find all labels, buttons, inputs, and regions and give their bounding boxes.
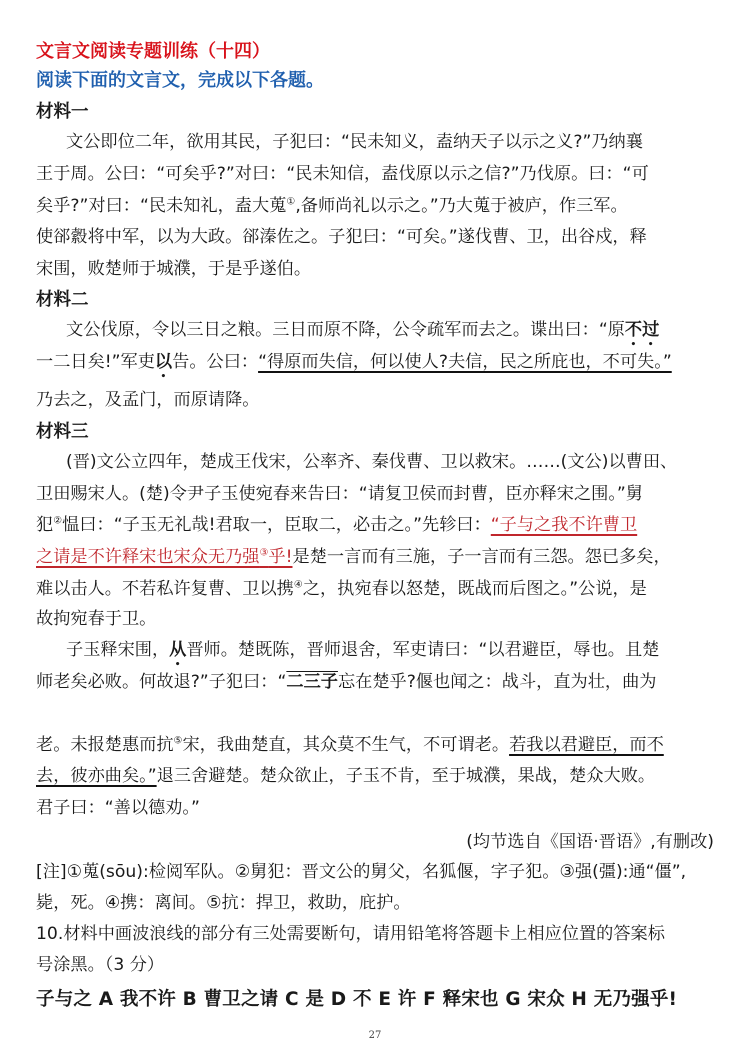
notes-line: 毙，死。④携：离间。⑤抗：捍卫，救助，庇护。 (36, 893, 411, 913)
material-3-line (36, 668, 716, 696)
text-segment: 一二日矣!”军吏 (36, 352, 155, 372)
text-segment: 之请是不许释宋也宋众无乃强 (36, 547, 260, 567)
material-2-line: 乃去之，及孟门，而原请降。 (36, 390, 260, 410)
footnote-marker: ② (53, 515, 63, 527)
page-number: 27 (368, 1030, 382, 1041)
dotted-word: 不过 (624, 320, 660, 340)
material-1-heading: 材料一 (36, 102, 89, 122)
underlined-sentence: 去，彼亦曲矣。” (36, 766, 157, 786)
overlined-word: 二三子 (286, 672, 338, 692)
material-1-line (36, 192, 716, 220)
dotted-word: 从 (169, 640, 187, 660)
text-segment: 晋师。楚既陈，晋师退舍，军吏请曰：“以君避臣，辱也。且楚 (186, 640, 660, 660)
material-3-line (36, 511, 716, 539)
text-segment: 难以击人。不若私许复曹、卫以携 (36, 579, 294, 599)
material-3-line (66, 636, 716, 670)
wavy-underlined-text (36, 547, 293, 567)
question-text: 10.材料中画波浪线的部分有三处需要断句，请用铅笔将答题卡上相应位置的答案标 (36, 924, 665, 944)
footnote-marker: ⑤ (173, 735, 183, 747)
material-1-line: 王于周。公曰：“可矣乎?”对曰：“民未知信，盍伐原以示之信?”乃伐原。曰：“可 (36, 164, 649, 184)
material-3-heading: 材料三 (36, 422, 89, 442)
text-segment: 矣乎?”对曰：“民未知礼，盍大蒐 (36, 196, 287, 216)
text-segment: 宋，我曲楚直，其众莫不生气，不可谓老。 (182, 735, 510, 755)
material-1-line: 使郤縠将中军，以为大政。郤溱佐之。子犯曰：“可矣。”遂伐曹、卫，出谷戍，释 (36, 227, 647, 247)
material-1-line: 文公即位二年，欲用其民，子犯曰：“民未知义，盍纳天子以示之义?”乃纳襄 (66, 132, 643, 152)
question-text: 号涂黑。（3 分） (36, 955, 165, 975)
text-segment: 忘在楚乎?偃也闻之：战斗，直为壮，曲为 (337, 672, 657, 692)
notes-line: [注]①蒐(sōu):检阅军队。②舅犯：晋文公的舅父，名狐偃，字子犯。③强(彊):通“僵”, (36, 862, 687, 882)
footnote-marker: ③ (259, 547, 269, 559)
material-3-line: (晋)文公立四年，楚成王伐宋，公率齐、秦伐曹、卫以救宋。……(文公)以曹田、 (66, 452, 678, 472)
material-1-line: 宋围，败楚师于城濮，于是乎遂伯。 (36, 259, 312, 279)
text-segment: 告。公曰： (172, 352, 259, 372)
material-2-line (66, 316, 716, 350)
text-segment: 师老矣必败。何故退?”子犯曰：“ (36, 672, 287, 692)
text-segment: 退三舍避楚。楚众欲止，子玉不肯，至于城濮，果战，楚众大败。 (156, 766, 656, 786)
wavy-underlined-text: “子与之我不许曹卫 (490, 515, 638, 535)
material-3-line (36, 762, 716, 790)
material-2-heading: 材料二 (36, 290, 89, 310)
source-citation: (均节选自《国语·晋语》,有删改) (466, 832, 714, 852)
material-3-line: 君子曰：“善以德劝。” (36, 798, 200, 818)
material-3-line (36, 731, 716, 759)
instruction-text: 阅读下面的文言文，完成以下各题。 (36, 70, 324, 91)
material-3-line: 卫田赐宋人。(楚)令尹子玉使宛春来告曰：“请复卫侯而封曹，臣亦释宋之围。”舅 (36, 484, 643, 504)
underlined-sentence: 若我以君避臣，而不 (509, 735, 664, 755)
text-segment: 之，执宛春以怒楚，既战而后图之。”公说，是 (302, 579, 647, 599)
material-2-line (36, 348, 716, 382)
text-segment: 犯 (36, 515, 54, 535)
footnote-marker: ① (286, 196, 296, 208)
text-segment: 子玉释宋围， (66, 640, 170, 660)
page-title: 文言文阅读专题训练（十四） (36, 41, 270, 62)
text-segment: 乎! (268, 547, 293, 567)
text-segment: 老。未报楚惠而抗 (36, 735, 174, 755)
footnote-marker: ④ (293, 579, 303, 591)
answer-options: 子与之 A 我不许 B 曹卫之请 C 是 D 不 E 许 F 释宋也 G 宋众 H 无乃强乎! (36, 989, 678, 1010)
text-segment: 愠曰：“子玉无礼哉!君取一，臣取二，必击之。”先轸曰： (62, 515, 491, 535)
dotted-word: 以 (154, 352, 173, 372)
material-3-line: 故拘宛春于卫。 (36, 609, 157, 629)
text-segment: 是楚一言而有三施，子一言而有三怨。怨已多矣， (292, 547, 671, 567)
material-3-line (36, 575, 716, 603)
underlined-sentence: “得原而失信，何以使人?夫信，民之所庇也，不可失。” (258, 352, 672, 372)
text-segment: 文公伐原，令以三日之粮。三日而原不降，公令疏军而去之。谍出曰：“原 (66, 320, 625, 340)
text-segment: ,备师尚礼以示之。”乃大蒐于被庐，作三军。 (295, 196, 628, 216)
material-3-line (36, 543, 716, 571)
